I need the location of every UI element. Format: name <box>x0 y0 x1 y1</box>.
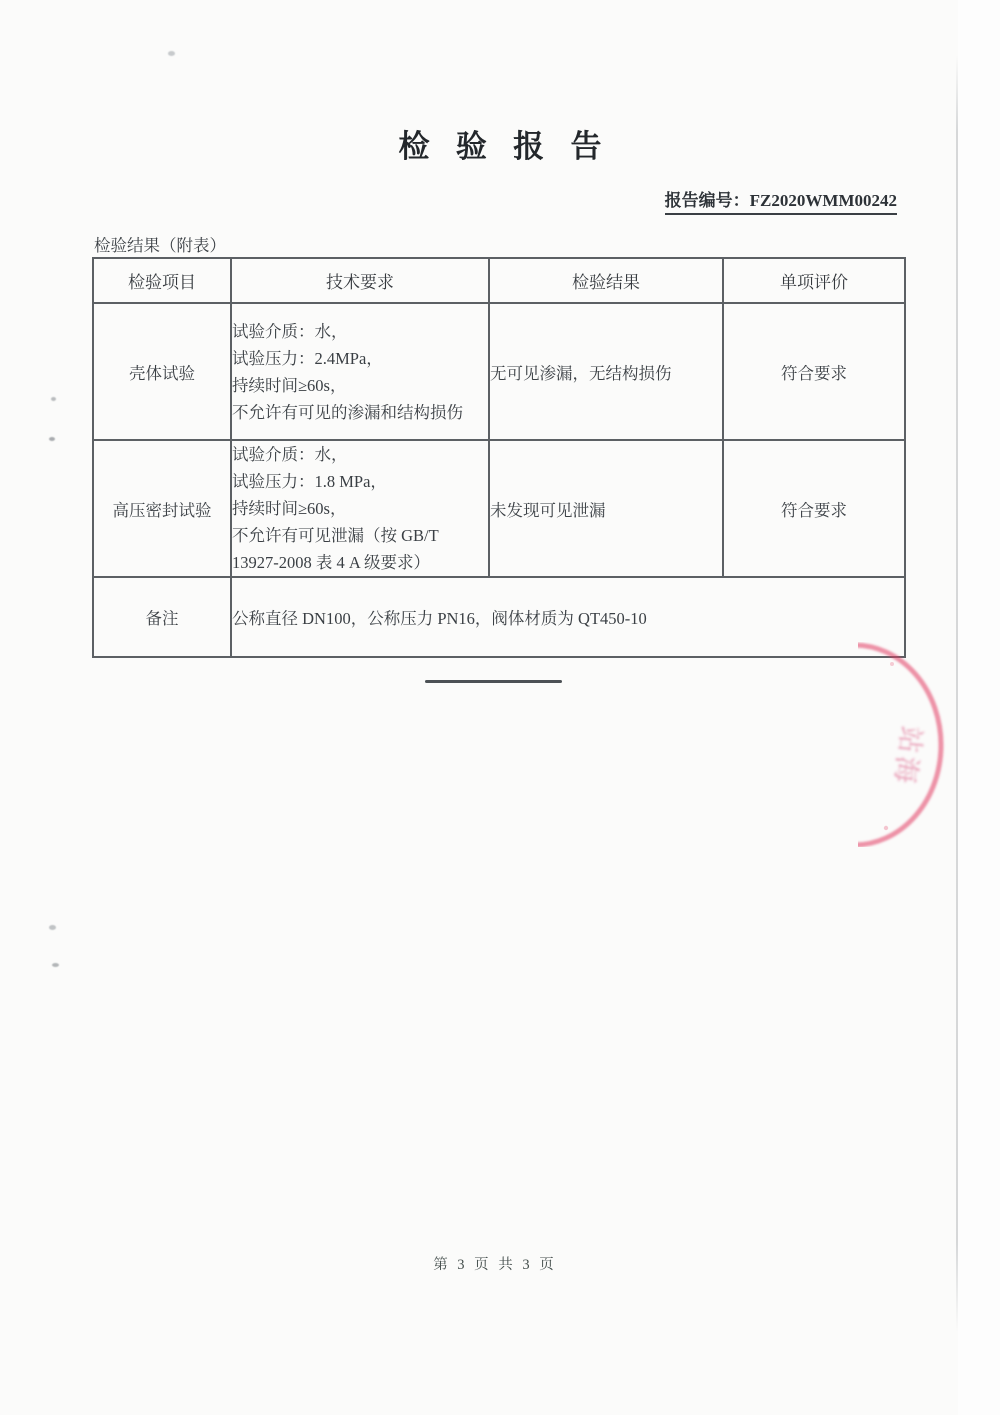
requirement-line: 试验压力：2.4MPa， <box>232 348 383 368</box>
requirement-line: 13927-2008 表 4 A 级要求） <box>232 553 430 572</box>
remark-text: 公称直径 DN100，公称压力 PN16，阀体材质为 QT450-10 <box>231 577 905 657</box>
page-title: 检验报告 <box>398 129 628 164</box>
scan-edge-strip <box>958 0 1000 1415</box>
page-footer: 第 3 页 共 3 页 <box>433 1257 557 1273</box>
cell-result: 未发现可见泄漏 <box>489 440 723 577</box>
cell-item: 高压密封试验 <box>93 440 231 577</box>
cell-requirements <box>231 303 489 440</box>
remark-row <box>93 577 905 657</box>
report-number-value: FZ2020WMM00242 <box>749 191 897 210</box>
red-seal-stamp <box>858 642 958 847</box>
cell-requirements <box>231 440 489 577</box>
table-header-row <box>93 258 905 303</box>
scan-speck <box>51 397 56 401</box>
requirement-line: 不允许有可见的渗漏和结构损伤 <box>232 402 463 422</box>
signature-divider-line <box>425 680 562 683</box>
stamp-glyph: 海 <box>889 754 922 785</box>
requirement-line: 不允许有可见泄漏（按 GB/T <box>232 526 439 545</box>
scan-speck <box>49 925 56 930</box>
section-label: 检验结果（附表） <box>94 236 226 255</box>
requirement-line: 持续时间≥60s， <box>232 375 347 395</box>
header-cell-requirement: 技术要求 <box>231 258 489 303</box>
cell-item: 壳体试验 <box>93 303 231 440</box>
header-cell-item: 检验项目 <box>93 258 231 303</box>
report-number-label: 报告编号： <box>664 191 750 210</box>
table-row <box>93 303 905 440</box>
requirement-line: 试验介质：水， <box>232 321 348 341</box>
requirement-line: 持续时间≥60s， <box>232 499 347 518</box>
results-table <box>92 257 906 658</box>
header-cell-evaluation: 单项评价 <box>723 258 905 303</box>
requirement-line: 试验介质：水， <box>232 445 348 464</box>
cell-evaluation: 符合要求 <box>723 440 905 577</box>
scan-speck <box>49 437 55 441</box>
report-number <box>665 186 897 215</box>
requirement-line: 试验压力：1.8 MPa， <box>232 472 387 491</box>
stamp-noise-dot <box>890 662 894 666</box>
header-cell-result: 检验结果 <box>489 258 723 303</box>
cell-result: 无可见渗漏，无结构损伤 <box>489 303 723 440</box>
cell-evaluation: 符合要求 <box>723 303 905 440</box>
page-edge-line <box>956 55 958 1332</box>
stamp-noise-dot <box>884 826 888 830</box>
table-row <box>93 440 905 577</box>
scan-speck <box>52 963 59 967</box>
remark-label: 备注 <box>93 577 231 657</box>
scan-speck <box>168 51 175 56</box>
stamp-glyph: 站 <box>893 724 926 755</box>
